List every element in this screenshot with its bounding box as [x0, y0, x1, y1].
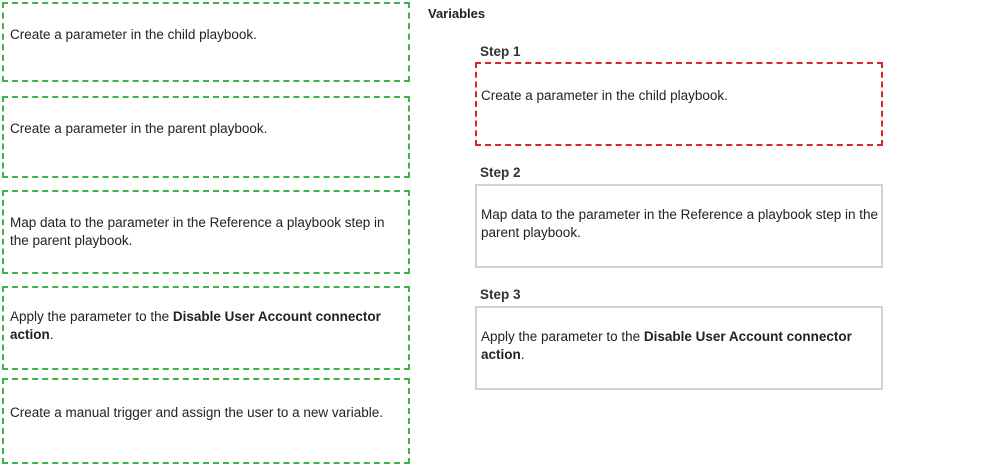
step-1-text: Create a parameter in the child playbook.: [481, 88, 728, 103]
option-create-child-parameter[interactable]: [2, 2, 410, 82]
step-1-label: Step 1: [480, 44, 521, 59]
answer-area-title: Variables: [428, 6, 486, 21]
option-text: Map data to the parameter in the Reference a playbook step in the parent playbook.: [10, 215, 385, 248]
option-text: Create a parameter in the child playbook.: [10, 27, 257, 42]
option-text: Create a parameter in the parent playbook.: [10, 121, 268, 136]
step-1-drop-slot[interactable]: [475, 62, 883, 146]
option-text: Create a manual trigger and assign the user to a new variable.: [10, 405, 383, 420]
step-2-text: Map data to the parameter in the Reference a playbook step in the parent playbook.: [481, 207, 878, 240]
option-apply-parameter-disable-user[interactable]: [2, 286, 410, 370]
step-3-label: Step 3: [480, 287, 521, 302]
option-create-parent-parameter[interactable]: [2, 96, 410, 178]
step-3-text: Apply the parameter to the Disable User Account connector action.: [481, 329, 852, 362]
option-text-bold: Disable User Account connector action: [10, 309, 381, 342]
step-2-drop-slot[interactable]: [475, 184, 883, 268]
option-map-data-reference-step[interactable]: [2, 190, 410, 274]
option-text: Apply the parameter to the Disable User Account connector action.: [10, 309, 381, 342]
step-2-label: Step 2: [480, 165, 521, 180]
option-create-manual-trigger[interactable]: [2, 378, 410, 464]
step-3-text-bold: Disable User Account connector action: [481, 329, 852, 362]
step-3-drop-slot[interactable]: [475, 306, 883, 390]
